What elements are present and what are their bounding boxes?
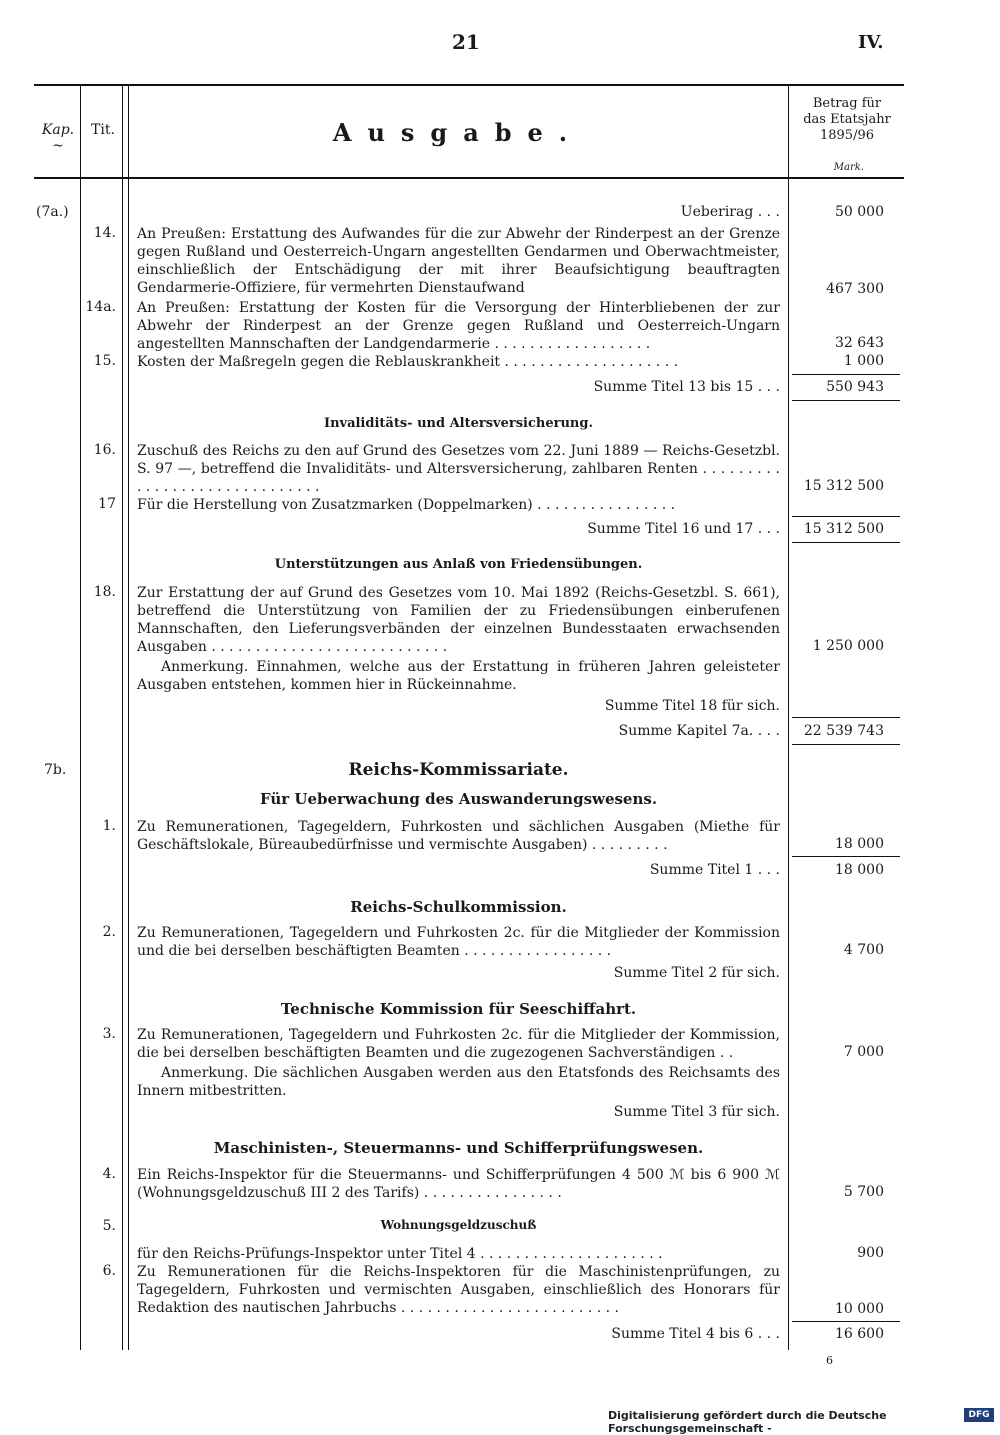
item-amount: 15 312 500 [803,478,884,494]
item-amount: 4 700 [843,942,884,958]
column-divider [788,84,789,1350]
sum-label: Summe Titel 4 bis 6 . . . [611,1326,780,1342]
section-heading: Invaliditäts- und Altersversicherung. [323,416,593,431]
sum-rule [792,400,900,401]
section-number: IV. [858,32,884,53]
item-text: Zuschuß des Reichs zu den auf Grund des Gesetzes vom 22. Juni 1889 — Reichs-Gesetzbl. S. 97 —, betreffend die Invaliditäts- und Altersversicherung, zahlbaren Renten . . . . . . . . . . . . . . . . . . . . . . . . . . . . . . [137,443,780,495]
header-amount-line: das Etatsjahr [803,112,891,127]
sum-rule [792,1321,900,1322]
uebertrag-amount: 50 000 [835,204,884,220]
item-amount: 1 000 [843,353,884,369]
section-heading: Reichs-Schulkommission. [350,898,567,916]
header-amount-line: 1895/96 [819,128,874,143]
item-text: Für die Herstellung von Zusatzmarken (Doppelmarken) . . . . . . . . . . . . . . . . [137,497,676,513]
title-number: 5. [102,1218,116,1234]
item-text: Zur Erstattung der auf Grund des Gesetzes vom 10. Mai 1892 (Reichs-Gesetzbl. S. 661), betreffend die Unterstützung von Familien der zu Friedensübungen einberufenen Mannschaften, den Lieferungsverbänden der einzelnen Bundesstaaten erwachsenden Ausgaben . . . . . . . . . . . . . . . . . . . . . . . . . . . [137,585,780,655]
title-number: 17 [98,496,116,512]
sum-label: Summe Titel 13 bis 15 . . . [593,379,780,395]
item-text: Zu Remunerationen, Tagegeldern und Fuhrkosten 2c. für die Mitglieder der Kommission und die bei derselben beschäftigten Beamten . . . . . . . . . . . . . . . . . [137,925,780,959]
column-divider [128,84,129,1350]
title-number: 14a. [85,299,116,315]
item-text: Zu Remunerationen, Tagegeldern und Fuhrkosten 2c. für die Mitglieder der Kommission, die bei derselben beschäftigten Beamten und die zugezogenen Sachverständigen . . [137,1027,780,1061]
title-number: 18. [93,584,116,600]
item-amount: 5 700 [843,1184,884,1200]
sum-label: Summe Titel 16 und 17 . . . [587,521,780,537]
subheading: Wohnungsgeldzuschuß [380,1218,537,1232]
title-number: 2. [102,924,116,940]
item-amount: 32 643 [835,335,884,351]
sum-rule [792,856,900,857]
chapter-sum-label: Summe Kapitel 7a. . . . [618,723,780,739]
sum-rule [792,744,900,745]
sum-label: Summe Titel 3 für sich. [613,1104,780,1120]
sum-rule [792,374,900,375]
item-amount: 10 000 [835,1301,884,1317]
item-amount: 18 000 [835,836,884,852]
item-text: Ein Reichs-Inspektor für die Steuermanns- und Schifferprüfungen 4 500 ℳ bis 6 900 ℳ (Wohnungsgeldzuschuß III 2 des Tarifs) . . . . . . . . . . . . . . . . [137,1167,780,1201]
chapter-sum-amount: 22 539 743 [803,723,884,739]
item-amount: 1 250 000 [812,638,884,654]
dfg-logo: DFG [964,1408,994,1422]
sum-rule [792,542,900,543]
sum-rule [792,516,900,517]
header-amount [792,96,902,144]
section-heading: Für Ueberwachung des Auswanderungswesens. [259,790,658,808]
section-heading: Maschinisten-, Steuermanns- und Schifferprüfungswesen. [213,1139,704,1157]
header-tit: Tit. [91,122,115,138]
chapter-title: Reichs-Kommissariate. [348,760,569,780]
sum-amount: 550 943 [826,379,884,395]
sheet-number: 6 [826,1354,833,1367]
sum-amount: 16 600 [835,1326,884,1342]
section-heading: Unterstützungen aus Anlaß von Friedensübungen. [274,557,643,572]
item-note: Anmerkung. Die sächlichen Ausgaben werden aus den Etatsfonds des Reichsamts des Innern mitbestritten. [137,1065,780,1099]
header-mark: Mark. [833,162,864,173]
item-text: An Preußen: Erstattung des Aufwandes für die zur Abwehr der Rinderpest an der Grenze gegen Rußland und Oesterreich-Ungarn angestellten Gendarmen und Oberwachtmeister, einschließlich der Entschädigung der mit ihrer Beaufsichtigung beauftragten Gendarmerie-Offiziere, für vermehrten Dienstaufwand [137,226,780,296]
sum-label: Summe Titel 1 . . . [649,862,780,878]
title-number: 3. [102,1026,116,1042]
item-amount: 467 300 [826,281,884,297]
title-number: 1. [102,818,116,834]
page-number: 21 [452,30,480,54]
item-note: Anmerkung. Einnahmen, welche aus der Erstattung in früheren Jahren geleisteter Ausgaben entstehen, kommen hier in Rückeinnahme. [137,659,780,693]
column-divider [80,84,81,1350]
item-text: An Preußen: Erstattung der Kosten für die Versorgung der Hinterbliebenen der zur Abwehr der Rinderpest an der Grenze gegen Rußland und Oesterreich-Ungarn angestellten Mannschaften der Landgendarmerie . . . . . . . . . . . . . . . . . . [137,300,780,352]
title-number: 15. [93,353,116,369]
sum-amount: 18 000 [835,862,884,878]
header-bottom-rule [34,177,904,179]
sum-amount: 15 312 500 [803,521,884,537]
sum-label: Summe Titel 2 für sich. [613,965,780,981]
sum-label: Summe Titel 18 für sich. [604,698,780,714]
title-number: 4. [102,1166,116,1182]
header-kap: Kap. ~ [41,122,75,154]
table-title: Ausgabe. [332,118,584,147]
uebertrag-label: Ueberirag . . . [680,204,780,220]
header-top-rule [34,84,904,86]
column-divider [122,84,123,1350]
section-heading: Technische Kommission für Seeschiffahrt. [280,1000,637,1018]
sum-rule [792,717,900,718]
item-amount: 7 000 [843,1044,884,1060]
item-text: Zu Remunerationen für die Reichs-Inspektoren für die Maschinistenprüfungen, zu Tagegeldern, Fuhrkosten und vermischten Ausgaben, einschließlich des Honorars für Redaktion des nautischen Jahrbuchs . . . . . . . . . . . . . . . . . . . . . . . . . [137,1264,780,1316]
header-amount-line: Betrag für [812,96,882,111]
kap-label: 7b. [44,762,67,778]
title-number: 16. [93,442,116,458]
title-number: 6. [102,1263,116,1279]
item-text: für den Reichs-Prüfungs-Inspektor unter Titel 4 . . . . . . . . . . . . . . . . . . . . . [137,1246,663,1262]
kap-label: (7a.) [36,204,69,220]
digitization-credit: Digitalisierung gefördert durch die Deutsche Forschungsgemeinschaft - [608,1409,887,1435]
title-number: 14. [93,225,116,241]
item-text: Kosten der Maßregeln gegen die Reblauskrankheit . . . . . . . . . . . . . . . . . . . . [137,354,679,370]
item-amount: 900 [857,1245,884,1261]
item-text: Zu Remunerationen, Tagegeldern, Fuhrkosten und sächlichen Ausgaben (Miethe für Geschäftslokale, Büreaubedürfnisse und vermischte Ausgaben) . . . . . . . . . [137,819,780,853]
